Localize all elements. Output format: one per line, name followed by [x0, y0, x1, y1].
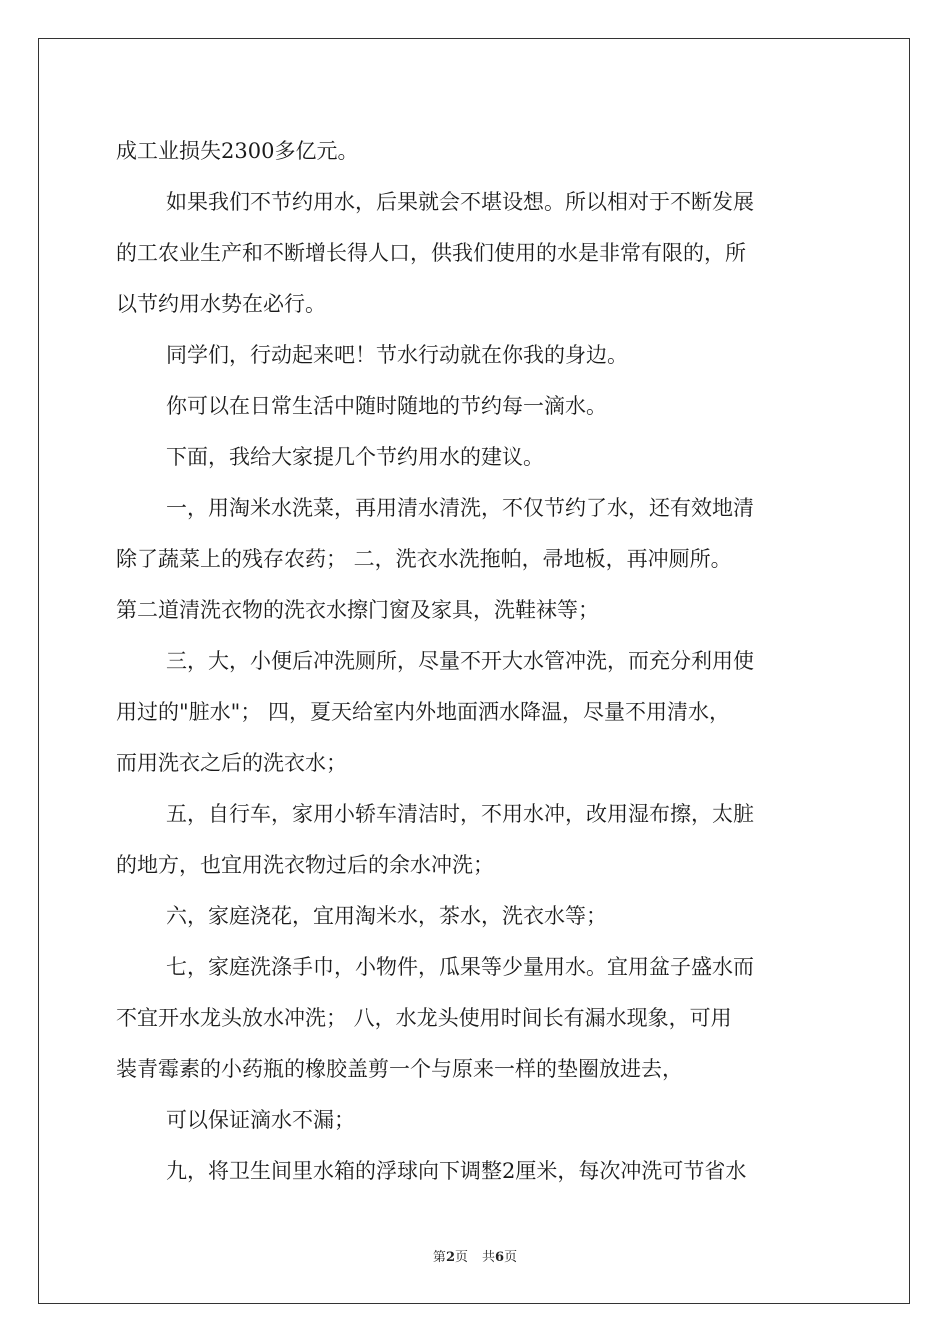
text-line: 九，将卫生间里水箱的浮球向下调整2厘米，每次冲洗可节省水 [166, 1159, 747, 1183]
text-line: 的工农业生产和不断增长得人口，供我们使用的水是非常有限的，所 [116, 241, 746, 265]
total-suffix: 页 [504, 1250, 518, 1265]
document-body [116, 126, 836, 1197]
text-line: 如果我们不节约用水，后果就会不堪设想。所以相对于不断发展 [166, 190, 754, 214]
total-pages: 6 [495, 1250, 505, 1265]
total-prefix: 共 [482, 1250, 496, 1265]
page-number: 2 [445, 1250, 455, 1265]
text-line: 七，家庭洗涤手巾，小物件，瓜果等少量用水。宜用盆子盛水而 [166, 955, 754, 979]
text-line: 六，家庭浇花，宜用淘米水，茶水，洗衣水等； [166, 904, 607, 928]
text-line: 第二道清洗衣物的洗衣水擦门窗及家具，洗鞋袜等； [116, 598, 599, 622]
text-line: 成工业损失2300多亿元。 [116, 139, 359, 163]
text-line: 一，用淘米水洗菜，再用清水清洗，不仅节约了水，还有效地清 [166, 496, 754, 520]
text-line: 三，大，小便后冲洗厕所，尽量不开大水管冲洗，而充分利用使 [166, 649, 754, 673]
page-footer [0, 1246, 950, 1265]
text-line: 除了蔬菜上的残存农药； 二，洗衣水洗拖帕，帚地板，再冲厕所。 [116, 547, 732, 571]
text-line: 同学们，行动起来吧！节水行动就在你我的身边。 [166, 343, 628, 367]
text-line: 下面，我给大家提几个节约用水的建议。 [166, 445, 544, 469]
page-prefix: 第 [432, 1250, 446, 1265]
text-line: 的地方，也宜用洗衣物过后的余水冲洗； [116, 853, 494, 877]
text-line: 可以保证滴水不漏； [166, 1108, 355, 1132]
text-line: 不宜开水龙头放水冲洗； 八，水龙头使用时间长有漏水现象，可用 [116, 1006, 732, 1030]
text-line: 以节约用水势在必行。 [116, 292, 326, 316]
page-suffix: 页 [454, 1250, 468, 1265]
text-line: 你可以在日常生活中随时随地的节约每一滴水。 [166, 394, 607, 418]
text-line: 用过的"脏水"； 四，夏天给室内外地面洒水降温，尽量不用清水， [116, 700, 730, 724]
text-line: 五，自行车，家用小轿车清洁时，不用水冲，改用湿布擦，太脏 [166, 802, 754, 826]
text-line: 而用洗衣之后的洗衣水； [116, 751, 347, 775]
text-line: 装青霉素的小药瓶的橡胶盖剪一个与原来一样的垫圈放进去， [116, 1057, 683, 1081]
